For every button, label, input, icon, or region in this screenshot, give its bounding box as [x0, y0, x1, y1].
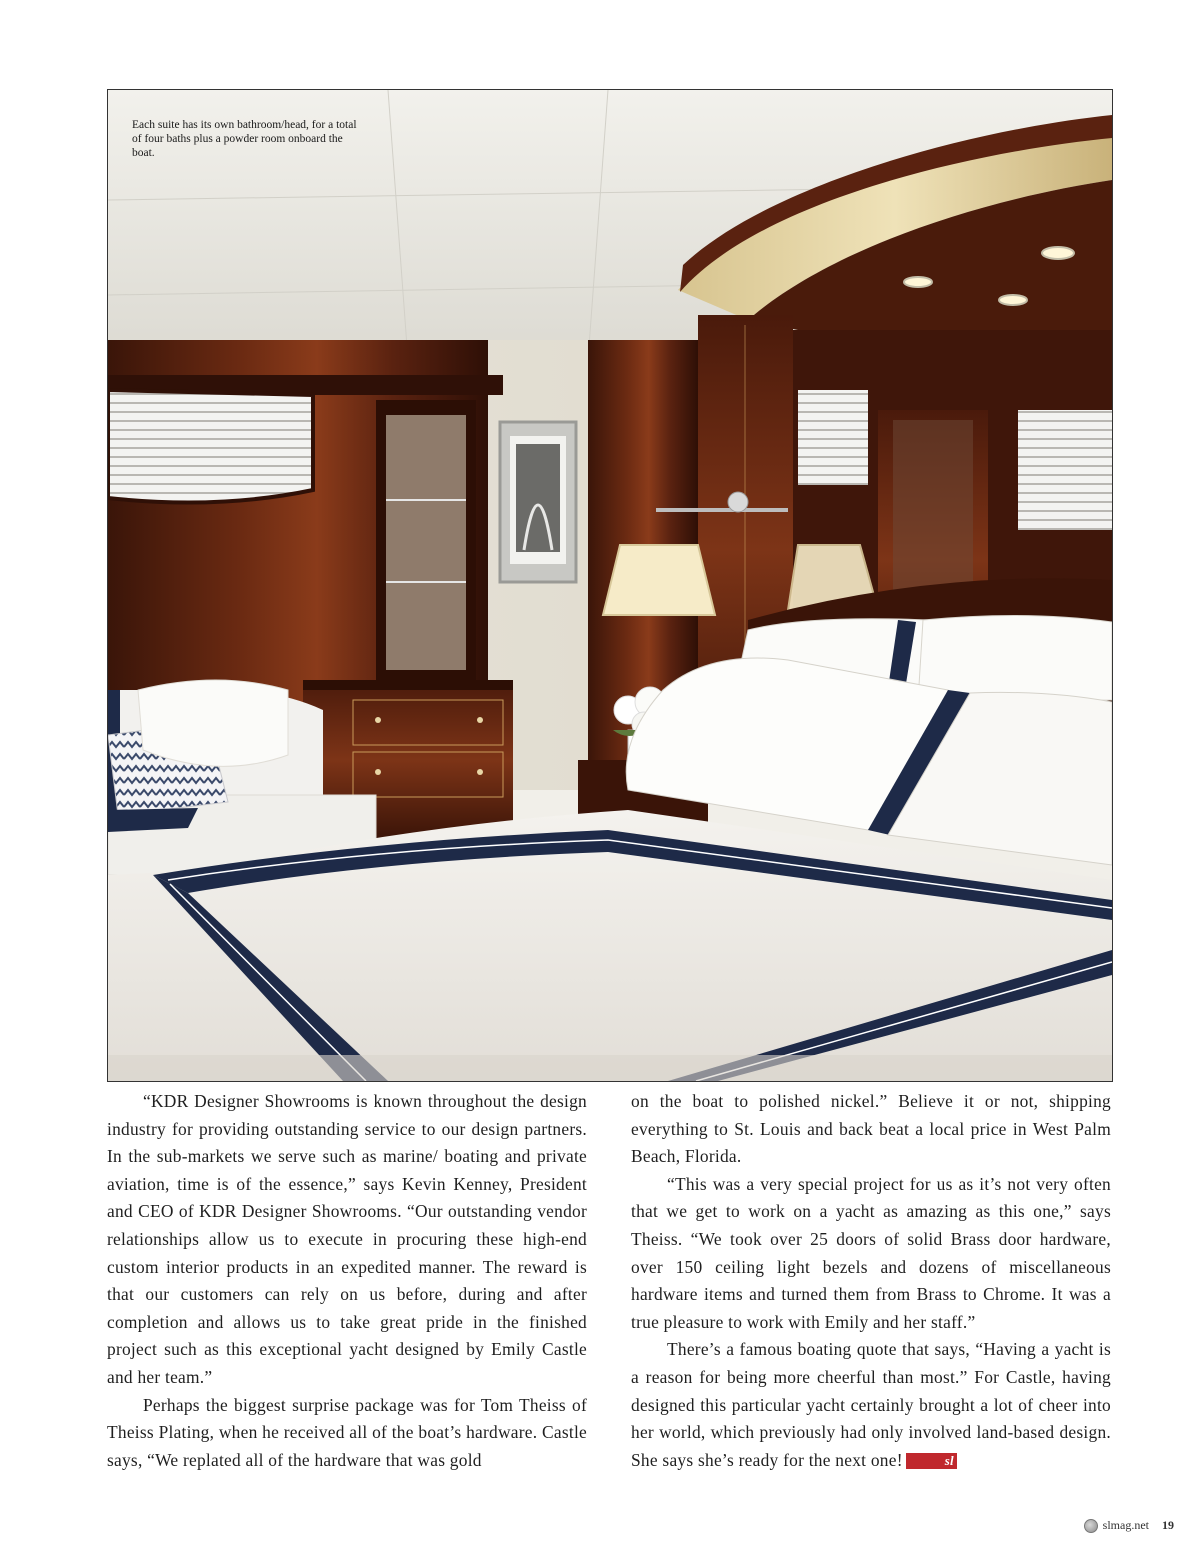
photo-caption: Each suite has its own bathroom/head, for a total of four baths plus a powder room onboard the boat.	[132, 119, 357, 159]
feature-photo	[107, 89, 1113, 1082]
paragraph: “KDR Designer Showrooms is known throughout the design industry for providing outstanding service to our design partners. In the sub-markets we serve such as marine/ boating and private aviation, time is of the essence,” says Kevin Kenney, President and CEO of KDR Designer Showrooms. “Our outstanding vendor relationships allow us to execute in procuring these high-end custom interior products in an expedited manner. The reward is that our customers can rely on us before, during and after completion and allows us to take great pride in the finished project such as this exceptional yacht designed by Emily Castle and her team.”	[107, 1091, 587, 1387]
page-number: 19	[1162, 1518, 1174, 1532]
paragraph: “This was a very special project for us as it’s not very often that we get to work on a yacht as amazing as this one,” says Theiss. “We took over 25 doors of solid Brass door hardware, over 150 ceiling light bezels and dozens of miscellaneous hardware items and turned them from Brass to Chrome. It was a true pleasure to work with Emily and her staff.”	[631, 1173, 1111, 1332]
paragraph-text: There’s a famous boating quote that says, “Having a yacht is a reason for being more cheerful than most.” For Castle, having designed this particular yacht certainly brought a lot of cheer into her world, which previously had only involved land-based design. She says she’s ready for the next one!	[631, 1339, 1111, 1470]
globe-icon	[1084, 1519, 1098, 1533]
site-url: slmag.net	[1102, 1518, 1149, 1532]
page-footer	[1084, 1518, 1174, 1533]
paragraph: Perhaps the biggest surprise package was for Tom Theiss of Theiss Plating, when he received all of the boat’s hardware. Castle says, “We replated all of the hardware that was gold	[107, 1394, 587, 1470]
paragraph: on the boat to polished nickel.” Believe it or not, shipping everything to St. Louis and back beat a local price in West Palm Beach, Florida.	[631, 1091, 1111, 1167]
paragraph-final	[631, 1336, 1111, 1474]
article-column-right	[631, 1088, 1111, 1474]
end-mark-logo: sl	[906, 1453, 957, 1469]
article-column-left	[107, 1088, 587, 1474]
yacht-stateroom-illustration	[108, 90, 1112, 1081]
